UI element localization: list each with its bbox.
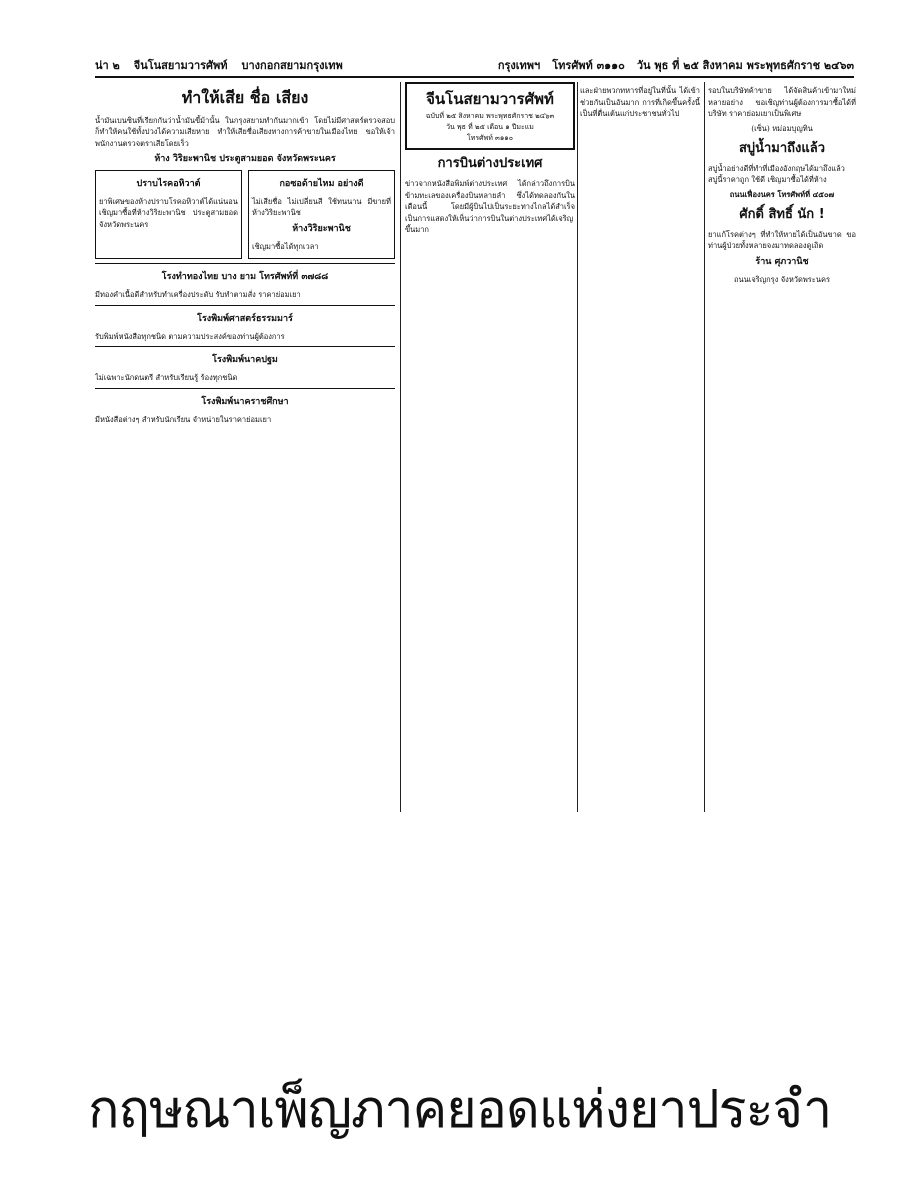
- section-3-title: โรงพิมพ์นาคปฐม: [212, 355, 278, 366]
- masthead-title: จีนโนสยามวารศัพท์: [426, 90, 554, 108]
- article-signature: ห้าง วิริยะพานิช ประตูสามยอด จังหวัดพระนคร: [154, 153, 336, 164]
- right-ad1-sign: (เซ็น) หม่อมบุญทิน: [751, 123, 813, 133]
- ad-right-title: กอซอด้ายไหม อย่างดี: [279, 178, 364, 189]
- right-ad3-title: ศักดิ์ สิทธิ์ นัก !: [739, 206, 825, 222]
- section-4: [95, 388, 395, 426]
- foreign-news-title: การบินต่างประเทศ: [437, 155, 543, 171]
- page-header: [95, 54, 854, 78]
- section-3-body: ไม่เฉพาะนักดนตรี สำหรับเรียนรู้ ร้องทุกชนิด: [95, 373, 238, 383]
- column-right: [708, 82, 856, 812]
- ad-left-title: ปราบไรคอหิวาต์: [136, 178, 201, 189]
- bottom-banner-ad: กฤษณาเพ็ญภาคยอดแห่งยาประจำ: [88, 1080, 832, 1140]
- section-1-title: โรงทำทองไทย บาง ยาม โทรศัพท์ที่ ๓๗๘๘: [161, 272, 329, 283]
- issue-date: วัน พุธ ที่ ๒๕ สิงหาคม พระพุทธศักราช ๒๔๖๓: [636, 59, 854, 72]
- article-title: ทำให้เสีย ชื่อ เสียง: [181, 88, 309, 107]
- paper-name: จีนโนสยามวารศัพท์: [133, 59, 228, 72]
- column-rule: [577, 82, 578, 812]
- section-4-title: โรงพิมพ์นาคราชศึกษา: [201, 397, 289, 408]
- section-2: [95, 305, 395, 343]
- right-ad2-title: สบู่น้ำมาถึงแล้ว: [738, 140, 826, 156]
- ad-pair: [95, 170, 395, 260]
- column-left: [95, 82, 395, 812]
- ad-right-body: ไม่เสียชื่อ ไม่เปลี่ยนสี ใช้ทนนาน มีขายที่ห้างวิริยะพานิช: [252, 196, 391, 218]
- section-3: [95, 346, 395, 384]
- column-middle: [580, 82, 700, 812]
- column-rule: [704, 82, 705, 812]
- section-1: [95, 263, 395, 301]
- masthead-line-1: ฉบับที่ ๒๕ สิงหาคม พระพุทธศักราช ๒๔๖๓: [425, 112, 555, 121]
- section-4-body: มีหนังสือต่างๆ สำหรับนักเรียน จำหน่ายในราคาย่อมเยา: [95, 414, 272, 424]
- right-ad3-shop: ร้าน ศุภวานิช: [755, 256, 809, 267]
- right-ad3-sign: ถนนเจริญกรุง จังหวัดพระนคร: [733, 274, 831, 284]
- foreign-news-body: ข่าวจากหนังสือพิมพ์ต่างประเทศ ได้กล่าวถึงการบินข้ามทะเลของเครื่องบินหลายลำ ซึ่งได้ทดลองกันในเดือนนี้ โดยมีผู้บินไปเป็นระยะทางไกลได้สำเร็จ เป็นการแสดงให้เห็นว่าการบินในต่างประเทศได้เจริญขึ้นมาก: [405, 178, 575, 235]
- masthead: [405, 82, 575, 150]
- article-body: น้ำมันเบนซินที่เรียกกันว่าน้ำมันขี้ม้านั้น ในกรุงสยามทำกันมากเข้า โดยไม่มีศาสตร์ตรวจสอบ ก็ทำให้คนใช้ทั้งปวงได้ความเสียหาย ทำให้เสียชื่อเสียงทางการค้าขายในเมืองไทย ขอให้เจ้าพนักงานตรวจตราเสียโดยเร็ว: [95, 115, 395, 149]
- right-ad1-body: รอบในบริษัทค้าขาย ได้จัดสินค้าเข้ามาใหม่หลายอย่าง ขอเชิญท่านผู้ต้องการมาซื้อได้ที่บริษัท ราคาย่อมเยาเป็นพิเศษ: [708, 86, 856, 119]
- masthead-line-3: โทรศัพท์ ๓๑๑๐: [467, 133, 513, 142]
- ad-right-name: ห้างวิริยะพานิช: [292, 223, 351, 234]
- city: กรุงเทพฯ: [497, 59, 541, 72]
- section-2-title: โรงพิมพ์ศาสตร์ธรรมมาร์: [197, 313, 293, 324]
- page-number: น่า ๒: [95, 59, 120, 72]
- ad-left-body: ยาพิเศษของห้างปราบโรคอหิวาต์ได้แน่นอน เชิญมาซื้อที่ห้างวิริยะพานิช ประตูสามยอด จังหวัดพระนคร: [99, 196, 238, 229]
- phone: โทรศัพท์ ๓๑๑๐: [552, 59, 625, 72]
- column-rule: [400, 82, 401, 812]
- section-2-body: รับพิมพ์หนังสือทุกชนิด ตามความประสงค์ของท่านผู้ต้องการ: [95, 331, 285, 341]
- column-center: [405, 82, 575, 812]
- right-ad3-body: ยาแก้โรคต่างๆ ที่ทำให้หายได้เป็นอันขาด ขอท่านผู้ป่วยทั้งหลายจงมาทดลองดูเถิด: [708, 229, 856, 251]
- ad-box-right: [248, 170, 395, 260]
- printer-name: บางกอกสยามกรุงเทพ: [241, 59, 343, 72]
- ad-right-foot: เชิญมาซื้อได้ทุกเวลา: [252, 241, 319, 251]
- middle-body: และฝ่ายพวกทหารที่อยู่ในที่นั้น ได้เข้าช่วยกันเป็นอันมาก การที่เกิดขึ้นครั้งนี้เป็นที่ตื่นเต้นแก่ประชาชนทั่วไป: [580, 86, 700, 119]
- masthead-line-2: วัน พุธ ที่ ๒๕ เดือน ๑ ปีมะแม: [446, 123, 534, 132]
- section-1-body: มีทองคำเนื้อดีสำหรับทำเครื่องประดับ รับทำตามสั่ง ราคาย่อมเยา: [95, 290, 301, 300]
- right-ad2-sign: ถนนเฟื่องนคร โทรศัพท์ที่ ๔๕๐๗: [729, 189, 835, 199]
- right-ad2-body: สบู่น้ำอย่างดีที่ทำที่เมืองอังกฤษได้มาถึงแล้ว สบู่นี้ราคาถูก ใช้ดี เชิญมาซื้อได้ที่ห้าง: [708, 163, 845, 185]
- ad-box-left: [95, 170, 242, 260]
